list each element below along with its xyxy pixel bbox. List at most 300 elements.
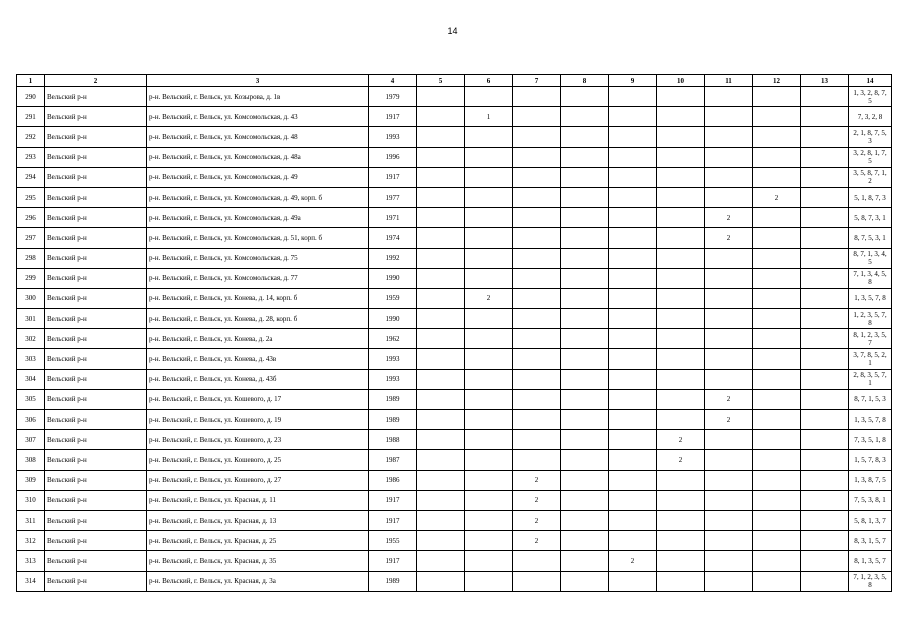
year-cell: 1959 [369, 288, 417, 308]
row-number: 304 [17, 369, 45, 389]
col-8-cell [561, 167, 609, 187]
col-8-cell [561, 410, 609, 430]
col-5-cell [417, 470, 465, 490]
col-9-cell [609, 430, 657, 450]
col-10-cell [657, 268, 705, 288]
col-10-cell [657, 288, 705, 308]
table-row [17, 127, 892, 147]
district-cell: Вельский р-н [45, 450, 147, 470]
col-9-cell [609, 268, 657, 288]
col-7-cell [513, 87, 561, 107]
col-12-cell [753, 510, 801, 530]
year-cell: 1987 [369, 450, 417, 470]
year-cell: 1979 [369, 87, 417, 107]
col-6-cell: 2 [465, 288, 513, 308]
col-5-cell [417, 410, 465, 430]
year-cell: 1989 [369, 389, 417, 409]
col-5-cell [417, 329, 465, 349]
column-header-5: 5 [417, 75, 465, 87]
col-9-cell [609, 450, 657, 470]
col-6-cell [465, 147, 513, 167]
col-8-cell [561, 208, 609, 228]
col-12-cell [753, 410, 801, 430]
col-7-cell: 2 [513, 510, 561, 530]
col-5-cell [417, 147, 465, 167]
col-10-cell [657, 531, 705, 551]
col-12-cell [753, 470, 801, 490]
col-7-cell [513, 369, 561, 389]
col-6-cell [465, 389, 513, 409]
col-7-cell [513, 430, 561, 450]
page-number: 14 [447, 26, 458, 36]
table-row [17, 490, 892, 510]
district-cell: Вельский р-н [45, 288, 147, 308]
col-9-cell [609, 329, 657, 349]
col-5-cell [417, 531, 465, 551]
col-11-cell [705, 349, 753, 369]
district-cell: Вельский р-н [45, 369, 147, 389]
table-row [17, 551, 892, 571]
col-6-cell [465, 208, 513, 228]
col-13-cell [801, 450, 849, 470]
col-6-cell [465, 268, 513, 288]
table-row [17, 531, 892, 551]
col-14-cell: 8, 7, 1, 5, 3 [849, 389, 892, 409]
col-13-cell [801, 107, 849, 127]
col-11-cell [705, 309, 753, 329]
col-9-cell [609, 470, 657, 490]
col-12-cell [753, 107, 801, 127]
address-cell: р-н. Вельский, г. Вельск, ул. Красная, д. 25 [147, 531, 369, 551]
col-12-cell [753, 248, 801, 268]
col-12-cell [753, 389, 801, 409]
col-6-cell [465, 127, 513, 147]
col-7-cell [513, 410, 561, 430]
address-cell: р-н. Вельский, г. Вельск, ул. Кошевого, д. 19 [147, 410, 369, 430]
col-10-cell: 2 [657, 450, 705, 470]
col-11-cell [705, 571, 753, 591]
col-8-cell [561, 329, 609, 349]
col-5-cell [417, 510, 465, 530]
table-row [17, 571, 892, 591]
col-12-cell [753, 490, 801, 510]
col-11-cell [705, 288, 753, 308]
col-10-cell [657, 127, 705, 147]
col-11-cell [705, 490, 753, 510]
col-5-cell [417, 268, 465, 288]
col-7-cell [513, 389, 561, 409]
col-6-cell [465, 167, 513, 187]
col-8-cell [561, 187, 609, 207]
col-9-cell [609, 228, 657, 248]
col-12-cell [753, 369, 801, 389]
col-13-cell [801, 268, 849, 288]
col-8-cell [561, 369, 609, 389]
table-row [17, 87, 892, 107]
col-8-cell [561, 127, 609, 147]
col-10-cell [657, 228, 705, 248]
address-cell: р-н. Вельский, г. Вельск, ул. Красная, д. 3а [147, 571, 369, 591]
table-row [17, 349, 892, 369]
col-13-cell [801, 309, 849, 329]
col-9-cell [609, 147, 657, 167]
col-10-cell [657, 410, 705, 430]
col-14-cell: 7, 3, 5, 1, 8 [849, 430, 892, 450]
col-7-cell [513, 187, 561, 207]
col-11-cell [705, 329, 753, 349]
district-cell: Вельский р-н [45, 187, 147, 207]
col-5-cell [417, 571, 465, 591]
col-9-cell [609, 510, 657, 530]
row-number: 312 [17, 531, 45, 551]
col-13-cell [801, 349, 849, 369]
column-header-9: 9 [609, 75, 657, 87]
col-12-cell [753, 450, 801, 470]
address-cell: р-н. Вельский, г. Вельск, ул. Конева, д. 43в [147, 349, 369, 369]
col-12-cell: 2 [753, 187, 801, 207]
col-5-cell [417, 288, 465, 308]
col-6-cell [465, 248, 513, 268]
col-5-cell [417, 248, 465, 268]
row-number: 291 [17, 107, 45, 127]
district-cell: Вельский р-н [45, 510, 147, 530]
col-14-cell: 1, 5, 7, 8, 3 [849, 450, 892, 470]
col-8-cell [561, 551, 609, 571]
col-9-cell [609, 127, 657, 147]
column-header-10: 10 [657, 75, 705, 87]
col-13-cell [801, 389, 849, 409]
col-6-cell [465, 309, 513, 329]
col-8-cell [561, 147, 609, 167]
table-row [17, 167, 892, 187]
col-13-cell [801, 470, 849, 490]
col-8-cell [561, 268, 609, 288]
col-6-cell [465, 490, 513, 510]
district-cell: Вельский р-н [45, 551, 147, 571]
district-cell: Вельский р-н [45, 430, 147, 450]
col-10-cell: 2 [657, 430, 705, 450]
col-13-cell [801, 248, 849, 268]
table-row [17, 248, 892, 268]
col-14-cell: 7, 1, 2, 3, 5, 8 [849, 571, 892, 591]
col-10-cell [657, 490, 705, 510]
col-13-cell [801, 167, 849, 187]
col-7-cell [513, 329, 561, 349]
col-7-cell [513, 107, 561, 127]
col-5-cell [417, 349, 465, 369]
row-number: 307 [17, 430, 45, 450]
col-13-cell [801, 369, 849, 389]
district-cell: Вельский р-н [45, 309, 147, 329]
col-13-cell [801, 531, 849, 551]
col-12-cell [753, 87, 801, 107]
year-cell: 1974 [369, 228, 417, 248]
col-13-cell [801, 571, 849, 591]
year-cell: 1993 [369, 349, 417, 369]
table-row [17, 288, 892, 308]
row-number: 295 [17, 187, 45, 207]
col-11-cell [705, 450, 753, 470]
col-8-cell [561, 309, 609, 329]
col-6-cell [465, 510, 513, 530]
district-cell: Вельский р-н [45, 410, 147, 430]
col-13-cell [801, 127, 849, 147]
district-cell: Вельский р-н [45, 167, 147, 187]
district-cell: Вельский р-н [45, 127, 147, 147]
col-5-cell [417, 107, 465, 127]
col-9-cell [609, 369, 657, 389]
col-7-cell [513, 450, 561, 470]
col-5-cell [417, 208, 465, 228]
col-11-cell [705, 127, 753, 147]
district-cell: Вельский р-н [45, 470, 147, 490]
col-12-cell [753, 430, 801, 450]
col-10-cell [657, 147, 705, 167]
col-8-cell [561, 248, 609, 268]
col-7-cell [513, 309, 561, 329]
col-14-cell: 1, 3, 5, 7, 8 [849, 288, 892, 308]
row-number: 299 [17, 268, 45, 288]
district-cell: Вельский р-н [45, 208, 147, 228]
col-8-cell [561, 349, 609, 369]
column-header-3: 3 [147, 75, 369, 87]
col-5-cell [417, 87, 465, 107]
year-cell: 1990 [369, 268, 417, 288]
table-row [17, 389, 892, 409]
address-cell: р-н. Вельский, г. Вельск, ул. Комсомольская, д. 49 [147, 167, 369, 187]
col-13-cell [801, 87, 849, 107]
col-12-cell [753, 329, 801, 349]
col-12-cell [753, 167, 801, 187]
col-14-cell: 1, 2, 3, 5, 7, 8 [849, 309, 892, 329]
col-14-cell: 7, 3, 2, 8 [849, 107, 892, 127]
district-cell: Вельский р-н [45, 389, 147, 409]
district-cell: Вельский р-н [45, 531, 147, 551]
district-cell: Вельский р-н [45, 571, 147, 591]
col-10-cell [657, 551, 705, 571]
col-6-cell: 1 [465, 107, 513, 127]
col-8-cell [561, 510, 609, 530]
col-12-cell [753, 309, 801, 329]
col-14-cell: 2, 1, 8, 7, 5, 3 [849, 127, 892, 147]
table-row [17, 450, 892, 470]
district-cell: Вельский р-н [45, 147, 147, 167]
col-14-cell: 8, 1, 2, 3, 5, 7 [849, 329, 892, 349]
year-cell: 1986 [369, 470, 417, 490]
col-7-cell: 2 [513, 490, 561, 510]
col-10-cell [657, 470, 705, 490]
address-cell: р-н. Вельский, г. Вельск, ул. Красная, д. 35 [147, 551, 369, 571]
col-5-cell [417, 450, 465, 470]
row-number: 309 [17, 470, 45, 490]
col-11-cell [705, 510, 753, 530]
district-cell: Вельский р-н [45, 268, 147, 288]
row-number: 311 [17, 510, 45, 530]
year-cell: 1993 [369, 127, 417, 147]
year-cell: 1917 [369, 551, 417, 571]
col-11-cell [705, 167, 753, 187]
col-6-cell [465, 349, 513, 369]
row-number: 306 [17, 410, 45, 430]
header-row [17, 75, 892, 87]
col-11-cell [705, 147, 753, 167]
row-number: 302 [17, 329, 45, 349]
table-row [17, 107, 892, 127]
col-9-cell [609, 87, 657, 107]
col-13-cell [801, 208, 849, 228]
district-cell: Вельский р-н [45, 248, 147, 268]
table-row [17, 228, 892, 248]
year-cell: 1971 [369, 208, 417, 228]
col-13-cell [801, 147, 849, 167]
col-10-cell [657, 389, 705, 409]
col-5-cell [417, 127, 465, 147]
col-13-cell [801, 329, 849, 349]
col-10-cell [657, 107, 705, 127]
col-9-cell [609, 531, 657, 551]
table-row [17, 470, 892, 490]
col-14-cell: 8, 3, 1, 5, 7 [849, 531, 892, 551]
col-14-cell: 3, 7, 8, 5, 2, 1 [849, 349, 892, 369]
address-cell: р-н. Вельский, г. Вельск, ул. Комсомольская, д. 75 [147, 248, 369, 268]
address-cell: р-н. Вельский, г. Вельск, ул. Конева, д. 28, корп. б [147, 309, 369, 329]
year-cell: 1962 [369, 329, 417, 349]
col-14-cell: 3, 5, 8, 7, 1, 2 [849, 167, 892, 187]
col-6-cell [465, 430, 513, 450]
col-7-cell [513, 551, 561, 571]
column-header-7: 7 [513, 75, 561, 87]
col-14-cell: 7, 5, 3, 8, 1 [849, 490, 892, 510]
col-7-cell [513, 147, 561, 167]
col-11-cell [705, 107, 753, 127]
year-cell: 1917 [369, 510, 417, 530]
address-cell: р-н. Вельский, г. Вельск, ул. Кошевого, д. 27 [147, 470, 369, 490]
col-12-cell [753, 268, 801, 288]
col-11-cell: 2 [705, 228, 753, 248]
col-12-cell [753, 531, 801, 551]
table-row [17, 510, 892, 530]
col-8-cell [561, 107, 609, 127]
col-5-cell [417, 389, 465, 409]
col-5-cell [417, 430, 465, 450]
col-6-cell [465, 410, 513, 430]
col-7-cell [513, 167, 561, 187]
col-14-cell: 8, 1, 3, 5, 7 [849, 551, 892, 571]
col-7-cell [513, 127, 561, 147]
col-9-cell [609, 248, 657, 268]
col-6-cell [465, 87, 513, 107]
column-header-8: 8 [561, 75, 609, 87]
col-8-cell [561, 228, 609, 248]
col-8-cell [561, 389, 609, 409]
col-5-cell [417, 228, 465, 248]
row-number: 292 [17, 127, 45, 147]
col-10-cell [657, 329, 705, 349]
column-header-6: 6 [465, 75, 513, 87]
col-12-cell [753, 147, 801, 167]
address-cell: р-н. Вельский, г. Вельск, ул. Конева, д. 14, корп. б [147, 288, 369, 308]
col-14-cell: 8, 7, 5, 3, 1 [849, 228, 892, 248]
col-5-cell [417, 187, 465, 207]
col-9-cell [609, 571, 657, 591]
district-cell: Вельский р-н [45, 228, 147, 248]
district-cell: Вельский р-н [45, 107, 147, 127]
col-9-cell [609, 208, 657, 228]
col-11-cell [705, 268, 753, 288]
col-13-cell [801, 228, 849, 248]
year-cell: 1917 [369, 490, 417, 510]
year-cell: 1992 [369, 248, 417, 268]
row-number: 290 [17, 87, 45, 107]
address-cell: р-н. Вельский, г. Вельск, ул. Комсомольская, д. 48а [147, 147, 369, 167]
address-cell: р-н. Вельский, г. Вельск, ул. Красная, д. 13 [147, 510, 369, 530]
col-10-cell [657, 571, 705, 591]
col-7-cell: 2 [513, 531, 561, 551]
address-cell: р-н. Вельский, г. Вельск, ул. Комсомольская, д. 49а [147, 208, 369, 228]
table-header [17, 75, 892, 87]
column-header-13: 13 [801, 75, 849, 87]
col-9-cell [609, 167, 657, 187]
year-cell: 1990 [369, 309, 417, 329]
row-number: 301 [17, 309, 45, 329]
column-header-12: 12 [753, 75, 801, 87]
year-cell: 1988 [369, 430, 417, 450]
year-cell: 1989 [369, 410, 417, 430]
col-11-cell [705, 430, 753, 450]
col-12-cell [753, 228, 801, 248]
address-cell: р-н. Вельский, г. Вельск, ул. Козырова, д. 1в [147, 87, 369, 107]
table-row [17, 268, 892, 288]
col-10-cell [657, 187, 705, 207]
col-9-cell [609, 389, 657, 409]
col-8-cell [561, 288, 609, 308]
col-10-cell [657, 208, 705, 228]
row-number: 314 [17, 571, 45, 591]
col-6-cell [465, 369, 513, 389]
registry-table [16, 74, 892, 592]
col-10-cell [657, 369, 705, 389]
year-cell: 1996 [369, 147, 417, 167]
col-6-cell [465, 228, 513, 248]
year-cell: 1989 [369, 571, 417, 591]
col-11-cell [705, 531, 753, 551]
table-row [17, 187, 892, 207]
col-13-cell [801, 551, 849, 571]
address-cell: р-н. Вельский, г. Вельск, ул. Комсомольская, д. 49, корп. б [147, 187, 369, 207]
col-11-cell: 2 [705, 208, 753, 228]
col-11-cell [705, 187, 753, 207]
col-9-cell [609, 288, 657, 308]
col-14-cell: 3, 2, 8, 1, 7, 5 [849, 147, 892, 167]
address-cell: р-н. Вельский, г. Вельск, ул. Конева, д. 43б [147, 369, 369, 389]
col-8-cell [561, 490, 609, 510]
address-cell: р-н. Вельский, г. Вельск, ул. Красная, д. 11 [147, 490, 369, 510]
col-5-cell [417, 551, 465, 571]
col-8-cell [561, 87, 609, 107]
row-number: 313 [17, 551, 45, 571]
col-9-cell [609, 410, 657, 430]
year-cell: 1917 [369, 167, 417, 187]
col-10-cell [657, 510, 705, 530]
col-14-cell: 7, 1, 3, 4, 5, 8 [849, 268, 892, 288]
col-9-cell [609, 107, 657, 127]
col-13-cell [801, 510, 849, 530]
col-8-cell [561, 450, 609, 470]
col-10-cell [657, 309, 705, 329]
address-cell: р-н. Вельский, г. Вельск, ул. Комсомольская, д. 43 [147, 107, 369, 127]
col-11-cell [705, 551, 753, 571]
district-cell: Вельский р-н [45, 329, 147, 349]
